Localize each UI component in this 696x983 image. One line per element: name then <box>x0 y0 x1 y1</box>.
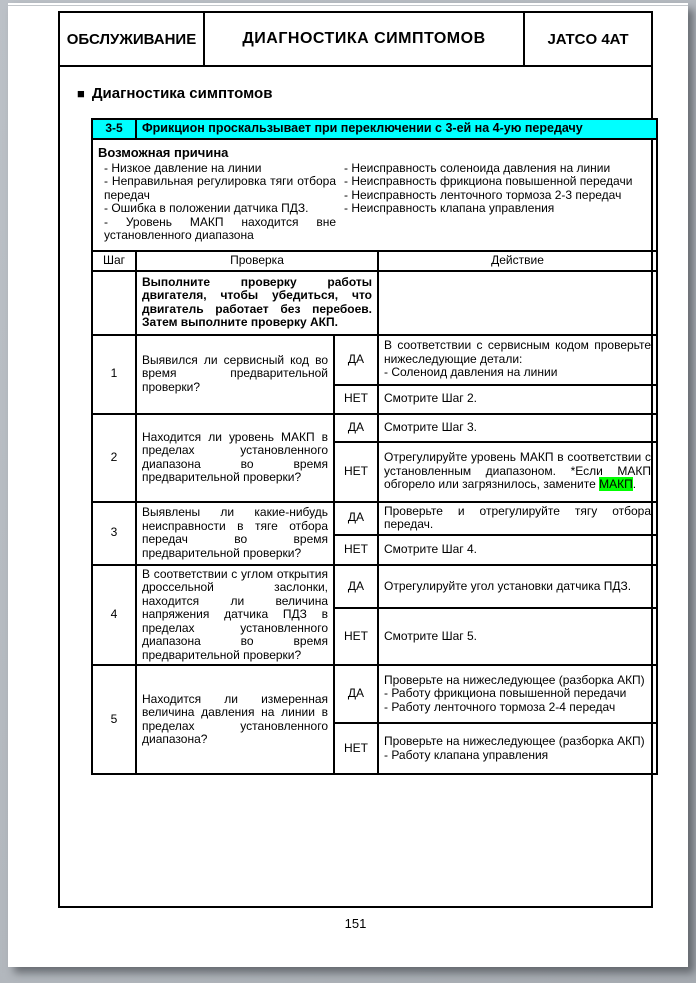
column-header-check: Проверка <box>136 251 378 271</box>
action-line: В соответствии с сервисным кодом проверьте нижеследующие детали: <box>384 338 652 366</box>
cause-item: - Неисправность клапана управления <box>344 201 555 216</box>
column-header-step: Шаг <box>92 251 136 271</box>
cause-item: - Неисправность фрикциона повышенной передачи <box>344 174 633 189</box>
action-yes <box>378 335 657 385</box>
yes-label: ДА <box>334 665 378 723</box>
column-header-action: Действие <box>378 251 657 271</box>
action-line: - Соленоид давления на линии <box>384 365 558 380</box>
step-row <box>92 502 657 535</box>
cause-list-right <box>344 162 651 243</box>
header-model-label: JATCO 4AT <box>547 30 629 48</box>
check-question: В соответствии с углом открытия дроссельной заслонки, находится ли величина напряжения датчика ПДЗ в пределах установленного диапазона во время предварительной проверки? <box>136 565 334 666</box>
action-cell-empty <box>378 271 657 335</box>
no-label: НЕТ <box>334 608 378 665</box>
yes-label: ДА <box>334 414 378 442</box>
action-yes: Смотрите Шаг 3. <box>378 414 657 442</box>
yes-label: ДА <box>334 502 378 535</box>
cause-item: - Неправильная регулировка тяги отбора передач <box>104 174 336 202</box>
section-title <box>77 85 272 102</box>
highlighted-text: МАКП <box>599 477 633 492</box>
step-row <box>92 565 657 609</box>
page-frame <box>58 11 653 908</box>
document-page <box>8 3 688 967</box>
page-number: 151 <box>344 916 367 931</box>
symptom-title: Фрикцион проскальзывает при переключении с 3-ей на 4-ую передачу <box>136 119 657 139</box>
yes-label: ДА <box>334 565 378 609</box>
cause-item: - Низкое давление на линии <box>104 160 262 175</box>
cause-list-left <box>98 162 336 243</box>
action-no: Смотрите Шаг 2. <box>378 385 657 414</box>
square-bullet-icon: ■ <box>77 86 85 101</box>
cause-item: - Ошибка в положении датчика ПДЗ. <box>104 201 309 216</box>
symptom-code: 3-5 <box>92 119 136 139</box>
no-label: НЕТ <box>334 385 378 414</box>
action-no <box>378 723 657 774</box>
check-question: Выявлены ли какие-нибудь неисправности в тяге отбора передач во время предварительной проверки? <box>136 502 334 565</box>
step-number: 4 <box>92 565 136 666</box>
action-text: . <box>632 477 637 492</box>
action-line: - Работу ленточного тормоза 2-4 передач <box>384 699 616 714</box>
action-no <box>378 442 657 502</box>
document-header <box>60 13 651 67</box>
action-yes: Отрегулируйте угол установки датчика ПДЗ. <box>378 565 657 609</box>
intro-check-text: Выполните проверку работы двигателя, чтобы убедиться, что двигатель работает без перебоев. Затем выполните проверку АКП. <box>136 271 378 335</box>
step-number: 3 <box>92 502 136 565</box>
yes-label: ДА <box>334 335 378 385</box>
diagnostic-table <box>91 118 658 775</box>
cause-item: - Неисправность ленточного тормоза 2-3 передач <box>344 187 622 202</box>
action-no: Смотрите Шаг 5. <box>378 608 657 665</box>
action-yes: Проверьте и отрегулируйте тягу отбора передач. <box>378 502 657 535</box>
check-question: Находится ли уровень МАКП в пределах установленного диапазона во время предварительной проверки? <box>136 414 334 502</box>
step-number: 5 <box>92 665 136 774</box>
check-question: Выявился ли сервисный код во время предварительной проверки? <box>136 335 334 414</box>
step-cell-empty <box>92 271 136 335</box>
possible-cause-heading: Возможная причина <box>98 145 229 161</box>
possible-cause-cell <box>92 139 657 251</box>
action-line: Проверьте на нижеследующее (разборка АКП) <box>384 672 645 687</box>
cause-item: - Уровень МАКП находится вне установленного диапазона <box>104 214 336 243</box>
symptom-header-row <box>92 119 657 139</box>
step-number: 2 <box>92 414 136 502</box>
header-section-label: ОБСЛУЖИВАНИЕ <box>60 13 205 65</box>
action-line: - Работу фрикциона повышенной передачи <box>384 686 627 701</box>
step-row <box>92 414 657 442</box>
action-no: Смотрите Шаг 4. <box>378 535 657 565</box>
page-content <box>60 67 651 906</box>
step-row <box>92 665 657 723</box>
cause-item: - Неисправность соленоида давления на линии <box>344 160 611 175</box>
no-label: НЕТ <box>334 442 378 502</box>
column-header-row <box>92 251 657 271</box>
action-yes <box>378 665 657 723</box>
action-line: Проверьте на нижеследующее (разборка АКП) <box>384 734 645 748</box>
no-label: НЕТ <box>334 535 378 565</box>
action-text: Отрегулируйте уровень МАКП в соответствии с установленным диапазоном. *Если МАКП обгорело или загрязнилось, замените <box>384 450 652 492</box>
page-top-rule <box>8 5 688 6</box>
step-row <box>92 335 657 385</box>
header-chapter-title: ДИАГНОСТИКА СИМПТОМОВ <box>205 13 525 65</box>
step-number: 1 <box>92 335 136 414</box>
check-question: Находится ли измеренная величина давления на линии в пределах установленного диапазона? <box>136 665 334 774</box>
possible-cause-row <box>92 139 657 251</box>
section-title-text: Диагностика симптомов <box>91 85 273 102</box>
no-label: НЕТ <box>334 723 378 774</box>
action-line: - Работу клапана управления <box>384 747 549 762</box>
intro-row <box>92 271 657 335</box>
